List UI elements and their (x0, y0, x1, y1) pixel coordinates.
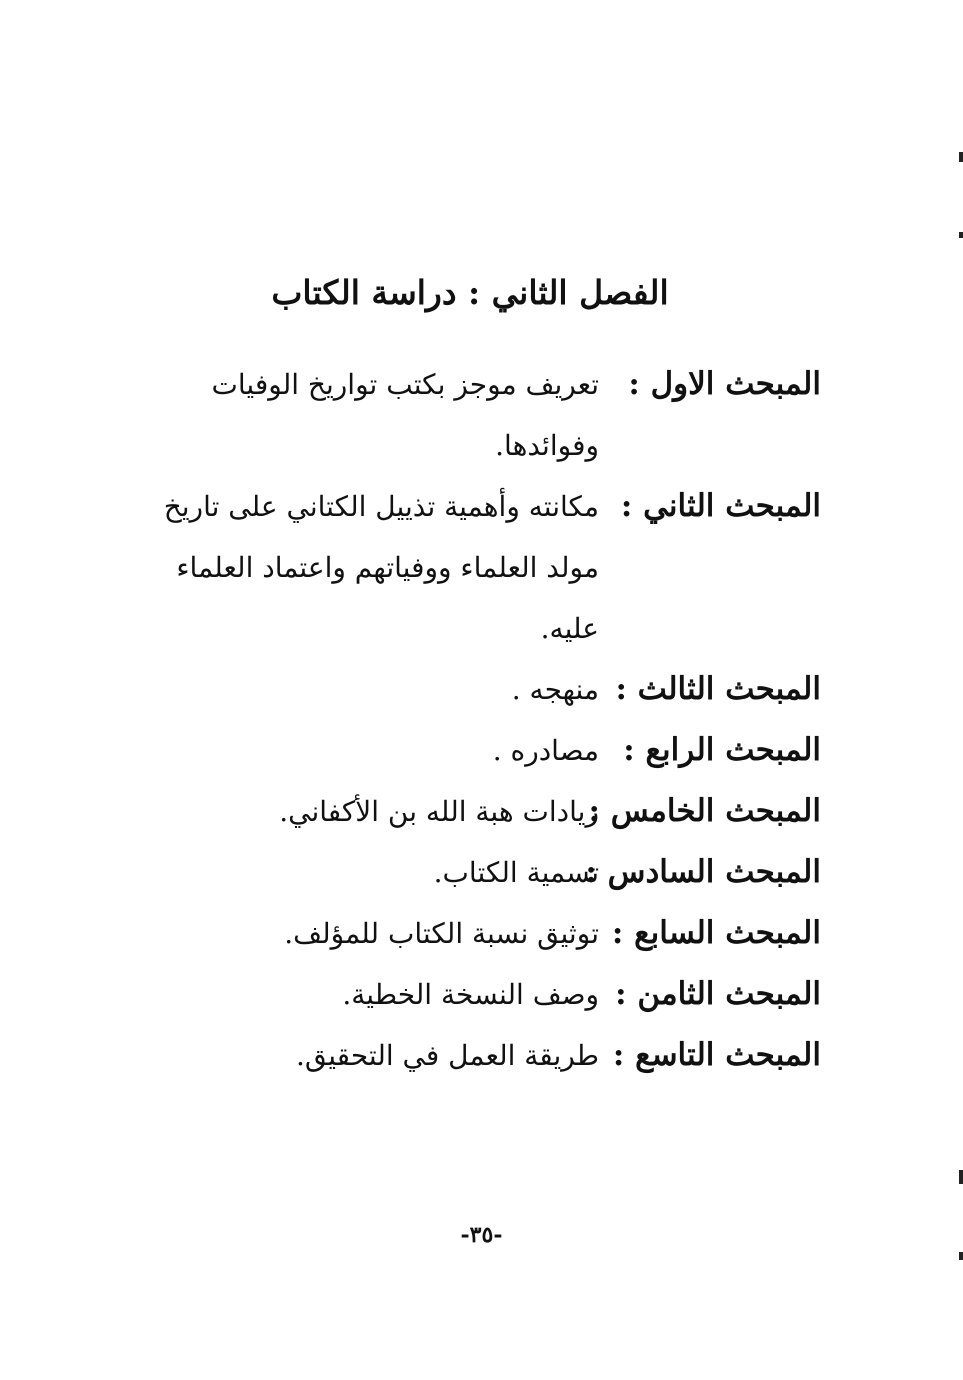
chapter-title: الفصل الثاني : دراسة الكتاب (271, 273, 669, 312)
section-description: زيادات هبة الله بن الأكفاني. (279, 795, 599, 828)
section-description: تسمية الكتاب. (433, 856, 599, 889)
list-item (131, 903, 821, 964)
section-label: المبحث السابع : (611, 915, 821, 951)
list-item (131, 842, 821, 903)
section-label: المبحث الثامن : (615, 976, 821, 1012)
list-item (131, 659, 821, 720)
section-description: منهجه . (511, 673, 599, 706)
section-label: المبحث الخامس : (588, 793, 821, 829)
list-item (131, 354, 821, 476)
scan-edge-mark (959, 1252, 963, 1260)
section-label: المبحث السادس : (585, 854, 821, 890)
section-label: المبحث الثالث : (615, 671, 821, 707)
section-label: المبحث التاسع : (612, 1037, 821, 1073)
page-number: -٣٥- (460, 1222, 503, 1248)
section-description: مكانته وأهمية تذييل الكتاني على تاريخ مولد العلماء ووفياتهم واعتماد العلماء عليه. (163, 490, 599, 645)
scan-edge-mark (959, 1170, 963, 1184)
section-label: المبحث الرابع : (623, 732, 821, 768)
section-description: طريقة العمل في التحقيق. (295, 1039, 599, 1072)
section-description: وصف النسخة الخطية. (342, 978, 599, 1011)
scan-edge-mark (959, 232, 963, 238)
section-description: تعريف موجز بكتب تواريخ الوفيات وفوائدها. (211, 368, 599, 462)
list-item (131, 781, 821, 842)
list-item (131, 964, 821, 1025)
scan-edge-mark (959, 152, 963, 162)
list-item (131, 1025, 821, 1086)
section-description: مصادره . (492, 734, 599, 767)
list-item (131, 476, 821, 659)
section-label: المبحث الثاني : (620, 488, 821, 524)
list-item (131, 720, 821, 781)
section-label: المبحث الاول : (628, 366, 821, 402)
section-description: توثيق نسبة الكتاب للمؤلف. (284, 917, 599, 950)
section-list (131, 354, 821, 1086)
